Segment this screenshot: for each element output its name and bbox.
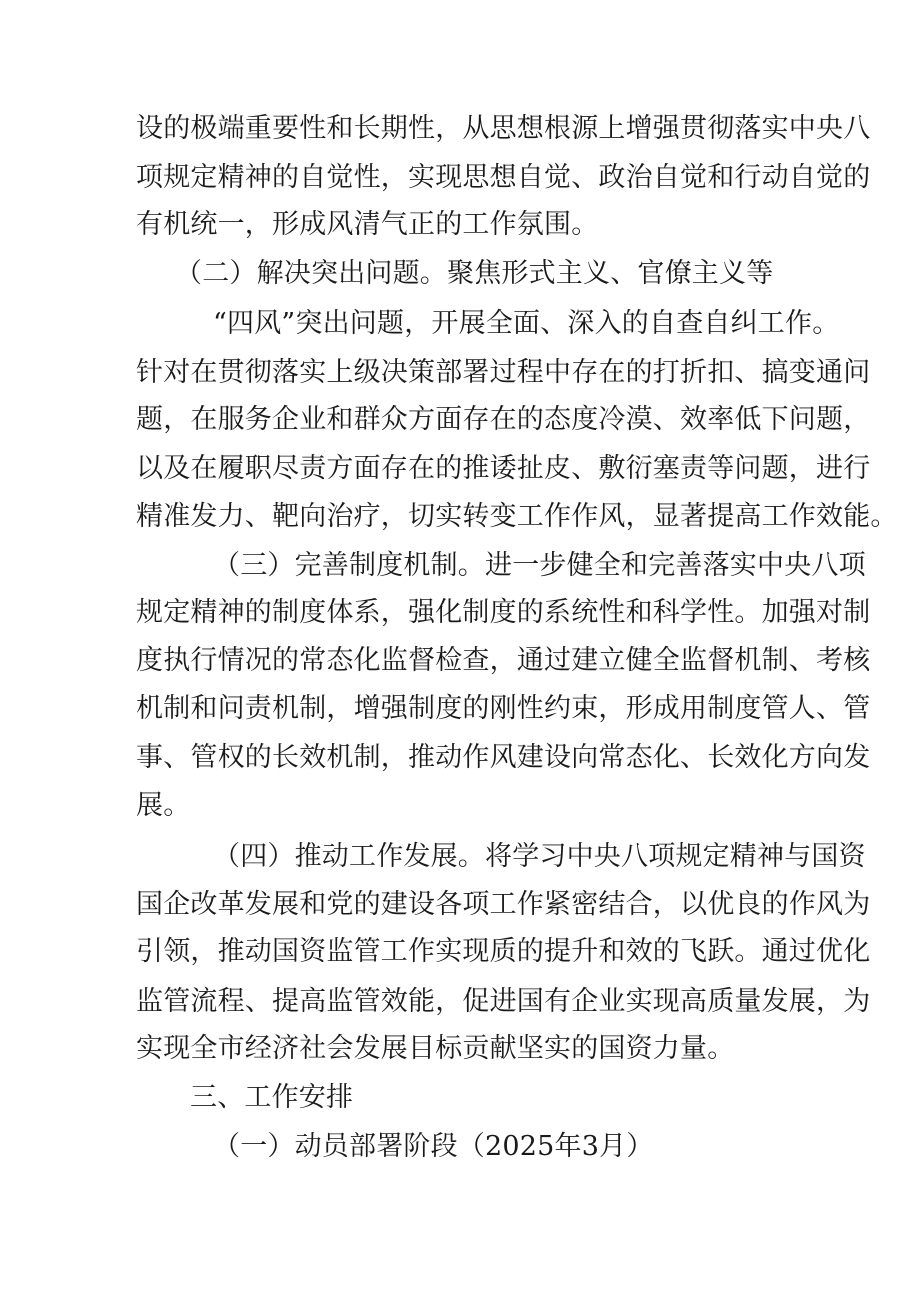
paragraph-line: “四风”突出问题，开展全面、深入的自查自纠工作。 <box>213 308 840 339</box>
paragraph-line: 设的极端重要性和长期性，从思想根源上增强贯彻落实中央八 <box>136 113 871 144</box>
section-heading: （四）推动工作发展。将学习中央八项规定精神与国资 <box>213 841 866 872</box>
paragraph-line: 项规定精神的自觉性，实现思想自觉、政治自觉和行动自觉的 <box>136 162 871 193</box>
paragraph-line: 事、管权的长效机制，推动作风建设向常态化、长效化方向发 <box>136 742 871 773</box>
chapter-heading: 三、工作安排 <box>190 1082 354 1113</box>
section-heading: （三）完善制度机制。进一步健全和完善落实中央八项 <box>213 550 866 581</box>
paragraph-line: 引领，推动国资监管工作实现质的提升和效的飞跃。通过优化 <box>136 936 871 967</box>
paragraph-line: 针对在贯彻落实上级决策部署过程中存在的打折扣、搞变通问 <box>136 357 871 388</box>
paragraph-line: 以及在履职尽责方面存在的推诿扯皮、敷衍塞责等问题，进行 <box>136 453 871 484</box>
paragraph-line: 实现全市经济社会发展目标贡献坚实的国资力量。 <box>136 1033 735 1064</box>
paragraph-line: 监管流程、提高监管效能，促进国有企业实现高质量发展，为 <box>136 986 871 1017</box>
section-heading: （二）解决突出问题。聚焦形式主义、官僚主义等 <box>175 258 774 289</box>
paragraph-line: 展。 <box>136 790 191 821</box>
section-heading: （一）动员部署阶段（2025年3月） <box>213 1131 654 1162</box>
paragraph-line: 国企改革发展和党的建设各项工作紧密结合，以优良的作风为 <box>136 889 871 920</box>
paragraph-line: 有机统一，形成风清气正的工作氛围。 <box>136 209 599 240</box>
paragraph-line: 题，在服务企业和群众方面存在的态度冷漠、效率低下问题， <box>136 404 871 435</box>
paragraph-line: 精准发力、靶向治疗，切实转变工作作风，显著提高工作效能。 <box>136 501 898 532</box>
paragraph-line: 规定精神的制度体系，强化制度的系统性和科学性。加强对制 <box>136 597 871 628</box>
paragraph-line: 度执行情况的常态化监督检查，通过建立健全监督机制、考核 <box>136 645 871 676</box>
paragraph-line: 机制和问责机制，增强制度的刚性约束，形成用制度管人、管 <box>136 693 871 724</box>
